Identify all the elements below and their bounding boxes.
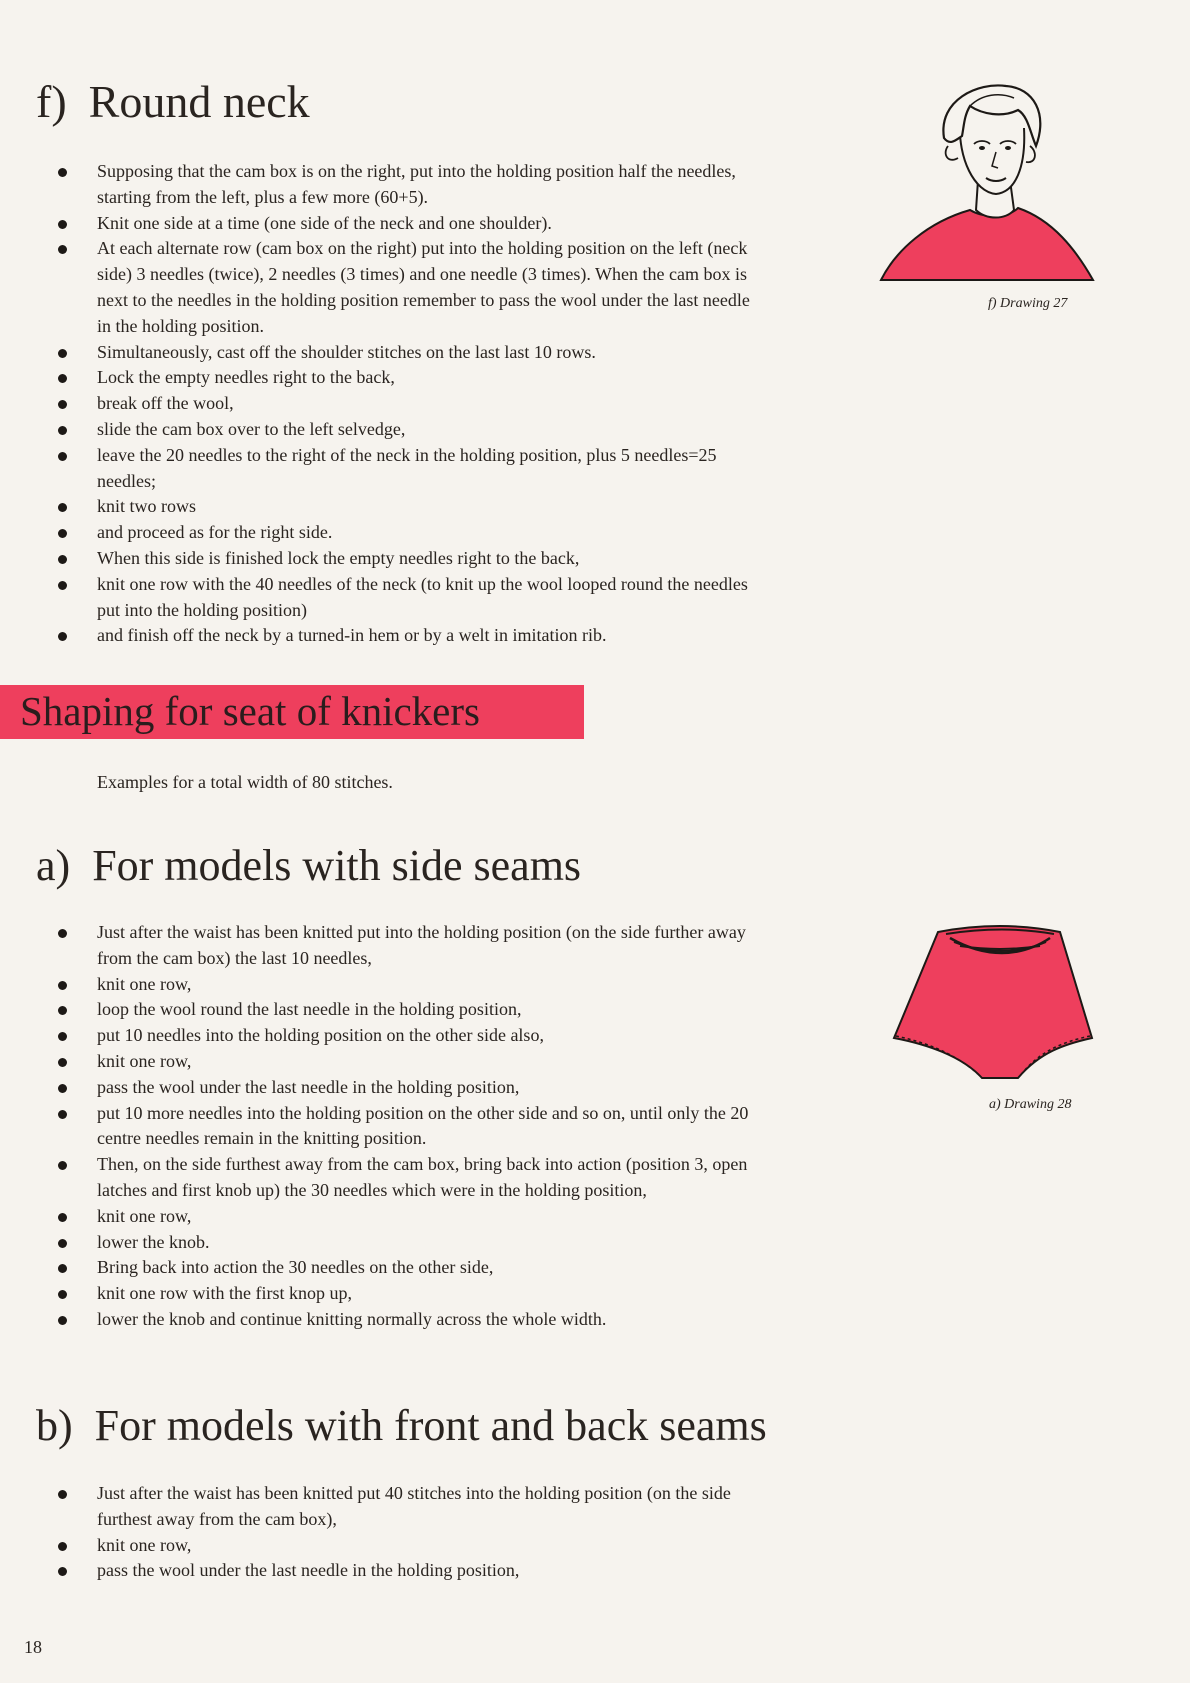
intro-text: Examples for a total width of 80 stitches. (97, 772, 393, 792)
list-item: Supposing that the cam box is on the right, put into the holding position half the needles, starting from the left, plus a few more (60+5). (57, 159, 757, 211)
list-item: pass the wool under the last needle in the holding position, (57, 1558, 762, 1584)
list-item: Lock the empty needles right to the back, (57, 365, 757, 391)
list-item: and proceed as for the right side. (57, 520, 757, 546)
list-item: put 10 more needles into the holding position on the other side and so on, until only the 20 centre needles remain in the knitting position. (57, 1101, 759, 1153)
list-item: Then, on the side furthest away from the cam box, bring back into action (position 3, open latches and first knob up) the 30 needles which were in the holding position, (57, 1152, 759, 1204)
list-item: Bring back into action the 30 needles on the other side, (57, 1255, 759, 1281)
list-item: leave the 20 needles to the right of the neck in the holding position, plus 5 needles=25 needles; (57, 443, 757, 495)
knickers-drawing (890, 920, 1095, 1085)
list-item: Just after the waist has been knitted put 40 stitches into the holding position (on the side furthest away from the cam box), (57, 1481, 762, 1533)
round-neck-instructions (57, 159, 757, 649)
list-item: slide the cam box over to the left selvedge, (57, 417, 757, 443)
list-item: Just after the waist has been knitted put into the holding position (on the side further away from the cam box) the last 10 needles, (57, 920, 759, 972)
section-letter: b) (36, 1401, 73, 1450)
list-item: knit one row, (57, 972, 759, 998)
list-item: knit one row, (57, 1204, 759, 1230)
page-number: 18 (24, 1637, 42, 1657)
list-item: At each alternate row (cam box on the right) put into the holding position on the left (neck side) 3 needles (twice), 2 needles (3 times) and one needle (3 times). When the cam box is next to the needles in the holding position remember to pass the wool under the last needle in the holding position. (57, 236, 757, 339)
woman-bust-drawing (878, 80, 1098, 290)
list-item: knit one row, (57, 1049, 759, 1075)
list-item: Knit one side at a time (one side of the neck and one shoulder). (57, 211, 757, 237)
list-item: and finish off the neck by a turned-in hem or by a welt in imitation rib. (57, 623, 757, 649)
section-banner (0, 685, 584, 739)
section-heading-round-neck (36, 75, 310, 128)
list-item: When this side is finished lock the empty needles right to the back, (57, 546, 757, 572)
list-item: break off the wool, (57, 391, 757, 417)
list-item: knit one row with the 40 needles of the neck (to knit up the wool looped round the needles put into the holding position) (57, 572, 757, 624)
section-title: For models with front and back seams (94, 1401, 767, 1450)
list-item: knit two rows (57, 494, 757, 520)
list-item: loop the wool round the last needle in the holding position, (57, 997, 759, 1023)
section-title: Round neck (88, 76, 310, 127)
front-back-seams-instructions (57, 1481, 762, 1584)
drawing-27-caption: f) Drawing 27 (988, 296, 1068, 311)
section-letter: f) (36, 76, 67, 127)
section-heading-side-seams (36, 840, 581, 891)
drawing-28-caption: a) Drawing 28 (989, 1097, 1072, 1112)
list-item: lower the knob and continue knitting normally across the whole width. (57, 1307, 759, 1333)
side-seams-instructions (57, 920, 759, 1333)
list-item: knit one row with the first knop up, (57, 1281, 759, 1307)
section-title: For models with side seams (92, 841, 582, 890)
list-item: pass the wool under the last needle in the holding position, (57, 1075, 759, 1101)
list-item: Simultaneously, cast off the shoulder stitches on the last last 10 rows. (57, 340, 757, 366)
banner-title: Shaping for seat of knickers (20, 688, 480, 734)
list-item: put 10 needles into the holding position on the other side also, (57, 1023, 759, 1049)
section-heading-front-back-seams (36, 1400, 767, 1451)
section-letter: a) (36, 841, 71, 890)
list-item: lower the knob. (57, 1230, 759, 1256)
list-item: knit one row, (57, 1533, 762, 1559)
